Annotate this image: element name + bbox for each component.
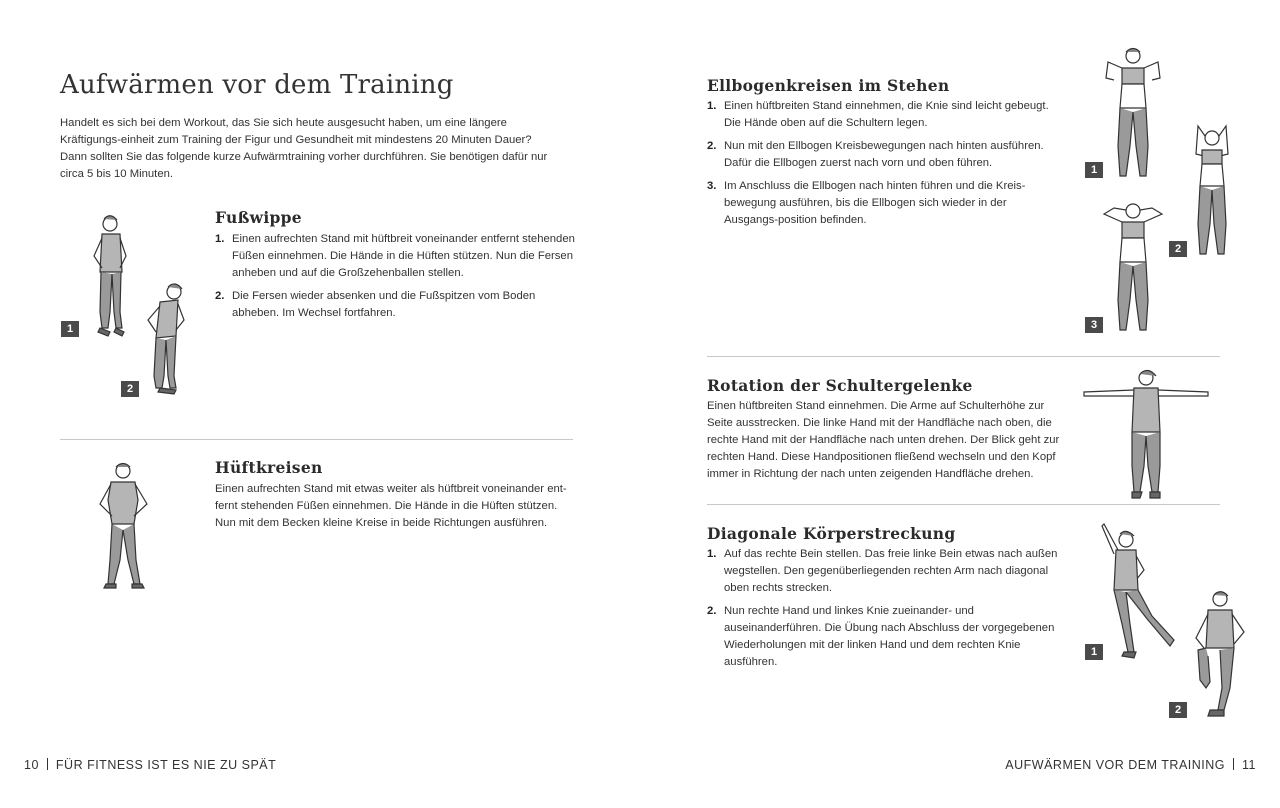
divider xyxy=(707,504,1220,505)
diagonal-badge-1: 1 xyxy=(1085,644,1103,660)
diagonal-figure-1 xyxy=(1098,520,1178,662)
intro-paragraph: Handelt es sich bei dem Workout, das Sie sich heute ausgesucht haben, um eine längere Kräftigungs-einheit zum Training der Figur und Gesundheit mit mindestens 20 Minuten Dauer? Dann sollten Sie das folgende kurze Aufwärmtraining vorher durchführen. Sie benötigen dafür nur circa 5 bis 10 Minuten. xyxy=(60,117,548,180)
fusswippe-steps xyxy=(215,231,575,328)
ellbogen-steps xyxy=(707,98,1052,235)
hueftkreisen-figure xyxy=(92,460,154,592)
hueftkreisen-text: Einen aufrechten Stand mit etwas weiter als hüftbreit voneinander ent-fernt stehenden Füßen einnehmen. Die Hände in die Hüften stützen. Nun mit dem Becken kleine Kreise in beide Richtungen ausführen. xyxy=(215,483,567,529)
page-title: Aufwärmen vor dem Training xyxy=(60,70,454,100)
hueftkreisen-heading: Hüftkreisen xyxy=(215,458,323,477)
footer-left xyxy=(24,758,276,772)
fusswippe-badge-1: 1 xyxy=(61,321,79,337)
diagonal-badge-2: 2 xyxy=(1169,702,1187,718)
list-item: 1. Einen aufrechten Stand mit hüftbreit voneinander entfernt stehenden Füßen einnehmen. Die Hände in die Hüften stützen. Nun die Fersen anheben und auf die Großzehenballen stellen. xyxy=(215,233,575,279)
list-item: 2. Die Fersen wieder absenken und die Fußspitzen vom Boden abheben. Im Wechsel fortfahren. xyxy=(215,290,536,319)
page-number: 10 xyxy=(24,758,39,772)
rotation-text: Einen hüftbreiten Stand einnehmen. Die Arme auf Schulterhöhe zur Seite ausstrecken. Die linke Hand mit der Handfläche nach oben, die rechte Hand mit der Handfläche nach unten drehen. Der Blick geht zur rechten Hand. Diese Handpositionen fließend wechseln und den Kopf immer in Richtung der nach unten zeigenden Handfläche drehen. xyxy=(707,400,1060,480)
footer-label: FÜR FITNESS IST ES NIE ZU SPÄT xyxy=(55,758,277,772)
divider xyxy=(707,356,1220,357)
diagonal-heading: Diagonale Körperstreckung xyxy=(707,524,956,543)
footer-label: AUFWÄRMEN VOR DEM TRAINING xyxy=(1005,758,1226,772)
rotation-figure xyxy=(1082,366,1212,500)
diagonal-steps xyxy=(707,546,1067,677)
list-item: 2. Nun mit den Ellbogen Kreisbewegungen nach hinten ausführen. Dafür die Ellbogen zuerst nach vorn und oben führen. xyxy=(707,140,1044,169)
fusswippe-figure-2 xyxy=(142,280,192,400)
rotation-heading: Rotation der Schultergelenke xyxy=(707,376,973,395)
ellbogen-figure-3 xyxy=(1100,200,1166,336)
list-item: 2. Nun rechte Hand und linkes Knie zueinander- und auseinanderführen. Die Übung nach Abschluss der vorgegebenen Wiederholungen mit der linken Hand und dem rechten Knie ausführen. xyxy=(707,605,1055,668)
list-item: 3. Im Anschluss die Ellbogen nach hinten führen und die Kreis-bewegung ausführen, bis die Ellbogen sich wieder in der Ausgangs-position befinden. xyxy=(707,180,1026,226)
ellbogen-figure-2 xyxy=(1188,124,1236,260)
list-item: 1. Einen hüftbreiten Stand einnehmen, die Knie sind leicht gebeugt. Die Hände oben auf die Schultern legen. xyxy=(707,100,1049,129)
ellbogen-badge-1: 1 xyxy=(1085,162,1103,178)
fusswippe-badge-2: 2 xyxy=(121,381,139,397)
ellbogen-figure-1 xyxy=(1100,46,1166,182)
footer-separator xyxy=(1233,758,1234,770)
ellbogen-badge-3: 3 xyxy=(1085,317,1103,333)
footer-right xyxy=(1005,758,1256,772)
fusswippe-figure-1 xyxy=(86,212,136,342)
fusswippe-heading: Fußwippe xyxy=(215,208,302,227)
footer-separator xyxy=(47,758,48,770)
ellbogen-heading: Ellbogenkreisen im Stehen xyxy=(707,76,950,95)
diagonal-figure-2 xyxy=(1190,588,1250,720)
page-number: 11 xyxy=(1242,758,1256,772)
list-item: 1. Auf das rechte Bein stellen. Das freie linke Bein etwas nach außen wegstellen. Den gegenüberliegenden rechten Arm nach diagonal oben rechts strecken. xyxy=(707,548,1058,594)
divider xyxy=(60,439,573,440)
ellbogen-badge-2: 2 xyxy=(1169,241,1187,257)
